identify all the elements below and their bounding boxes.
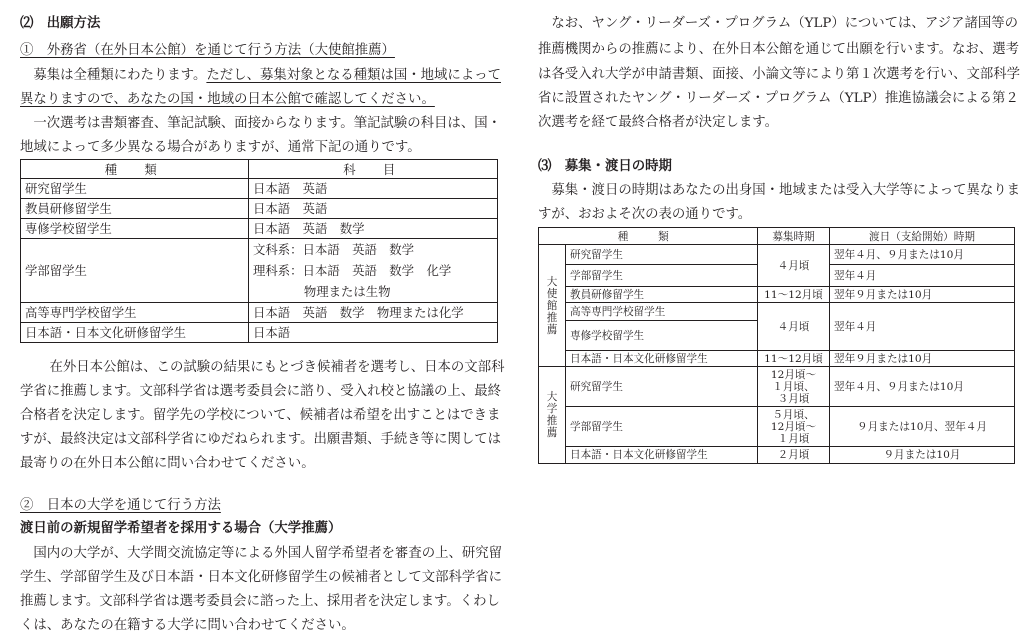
cell-subjects: 日本語: [249, 323, 498, 343]
paragraph-university-line-2: 学生、学部留学生及び日本語・日本文化研修留学生の候補者として文部科学省に: [20, 570, 503, 585]
table-header-row: [21, 160, 498, 179]
recruit-line: １月頃: [777, 432, 810, 445]
cell-recruit: ４月頃: [758, 245, 830, 287]
paragraph-university-line-1: 国内の大学が、大学間交流協定等による外国人留学希望者を審査の上、研究留: [33, 546, 503, 561]
subject-line-sciences-cont-text: 物理または生物: [303, 284, 391, 299]
cell-type: 日本語・日本文化研修留学生: [566, 351, 758, 367]
paragraph-embassy-line-5: 最寄りの在外日本公館に問い合わせてください。: [20, 456, 315, 471]
recruit-line: ３月頃: [777, 392, 810, 405]
table-row: [21, 323, 498, 343]
table-row: [21, 239, 498, 303]
table-row: [21, 219, 498, 239]
header-subjects: 科 目: [249, 160, 498, 179]
cell-arrival: 翌年９月または10月: [830, 287, 1015, 303]
cell-recruit: ４月頃: [758, 303, 830, 351]
paragraph-embassy-line-2: 学省に推薦します。文部科学省は選考委員会に諮り、受入れ校と協議の上、最終: [20, 384, 501, 399]
group-university: [539, 367, 566, 464]
paragraph-text: 募集は全種類にわたります。: [33, 68, 207, 83]
paragraph-timing-line-1: 募集・渡日の時期はあなたの出身国・地域または受入大学等によって異なりま: [551, 183, 1021, 198]
cell-arrival: 翌年４月: [830, 265, 1015, 287]
cell-type: 高等専門学校留学生: [566, 303, 758, 321]
recruit-line: ５月頃、: [772, 408, 815, 421]
section-heading-timing: ⑶ 募集・渡日の時期: [538, 159, 672, 174]
exam-subject-table: [20, 159, 498, 343]
cell-type: 高等専門学校留学生: [21, 303, 249, 323]
cell-arrival: ９月または10月: [830, 447, 1015, 464]
table-row: [539, 303, 1015, 321]
paragraph-recruitment-line-1: [20, 67, 504, 85]
table-row: [539, 245, 1015, 265]
paragraph-embassy-line-1: 在外日本公館は、この試験の結果にもとづき候補者を選考し、日本の文部科: [49, 360, 505, 375]
cell-type: 専修学校留学生: [21, 219, 249, 239]
paragraph-embassy-line-3: 合格者を決定します。留学先の学校について、候補者は希望を出すことはできま: [20, 408, 501, 423]
paragraph-screening-line-2: 地域によって多少異なる場合がありますが、通常下記の通りです。: [20, 140, 421, 155]
cell-arrival: 翌年４月、９月または10月: [830, 245, 1015, 265]
table-row: [539, 447, 1015, 464]
section-heading-application-method: ⑵ 出願方法: [20, 16, 101, 31]
header-type: 種 類: [21, 160, 249, 179]
cell-subjects: 日本語 英語: [249, 179, 498, 199]
cell-type: 日本語・日本文化研修留学生: [566, 447, 758, 464]
cell-recruit: 11〜12月頃: [758, 351, 830, 367]
cell-type: 学部留学生: [566, 265, 758, 287]
cell-arrival: 翌年９月または10月: [830, 351, 1015, 367]
cell-type: 日本語・日本文化研修留学生: [21, 323, 249, 343]
group-university-label: 大学推薦: [546, 391, 558, 439]
subheading-university-route: ② 日本の大学を通じて行う方法: [20, 498, 221, 513]
cell-type: 学部留学生: [21, 239, 249, 303]
table-header-row: [539, 228, 1015, 245]
table-row: [539, 351, 1015, 367]
header-type: 種 類: [539, 228, 758, 245]
table-row: [21, 199, 498, 219]
cell-type: 教員研修留学生: [566, 287, 758, 303]
cell-arrival: ９月または10月、翌年４月: [830, 407, 1015, 447]
paragraph-ylp-line-1: なお、ヤング・リーダーズ・プログラム（YLP）については、アジア諸国等の: [551, 16, 1019, 31]
cell-arrival: 翌年４月、９月または10月: [830, 367, 1015, 407]
cell-recruit: 11〜12月頃: [758, 287, 830, 303]
paragraph-recruitment-line-2: 異なりますので、あなたの国・地域の日本公館で確認してください。: [20, 92, 435, 107]
subject-line-sciences-cont: [253, 281, 493, 302]
table-row: [21, 179, 498, 199]
table-row: [539, 407, 1015, 447]
paragraph-screening-line-1: 一次選考は書類審査、筆記試験、面接からなります。筆記試験の科目は、国・: [33, 116, 501, 131]
cell-type: 研究留学生: [21, 179, 249, 199]
group-embassy-label: 大使館推薦: [546, 275, 558, 336]
paragraph-timing-line-2: すが、おおよそ次の表の通りです。: [538, 207, 752, 222]
subheading-university-recommendation: 渡日前の新規留学希望者を採用する場合（大学推薦）: [20, 521, 342, 536]
header-arrival: 渡日（支給開始）時期: [830, 228, 1015, 245]
cell-type: 学部留学生: [566, 407, 758, 447]
paragraph-ylp-line-3: は各受入れ大学が申請書類、面接、小論文等により第１次選考を行い、文部科学: [538, 67, 1021, 82]
cell-recruit: ２月頃: [758, 447, 830, 464]
subject-line-sciences: 理科系：日本語 英語 数学 化学: [253, 263, 452, 278]
timing-table: [538, 227, 1015, 464]
table-row: [539, 287, 1015, 303]
paragraph-ylp-line-4: 省に設置されたヤング・リーダーズ・プログラム（YLP）推進協議会による第２: [538, 91, 1019, 106]
cell-subjects: 日本語 英語 数学 物理または化学: [249, 303, 498, 323]
cell-recruit: [758, 407, 830, 447]
paragraph-university-line-4: くは、あなたの在籍する大学に問い合わせてください。: [20, 618, 355, 633]
cell-subjects: 日本語 英語 数学: [249, 219, 498, 239]
recruit-line: 12月頃〜: [770, 368, 817, 381]
subheading-embassy-recommendation: ① 外務省（在外日本公館）を通じて行う方法（大使館推薦）: [20, 43, 395, 58]
cell-type: 研究留学生: [566, 245, 758, 265]
paragraph-university-line-3: 推薦します。文部科学省は選考委員会に諮った上、採用者を決定します。くわし: [20, 594, 500, 609]
paragraph-ylp-line-2: 推薦機関からの推薦により、在外日本公館を通じて出願を行います。なお、選考: [538, 42, 1019, 57]
cell-type: 研究留学生: [566, 367, 758, 407]
group-embassy: [539, 245, 566, 367]
recruit-line: １月頃、: [772, 380, 815, 393]
subject-line-humanities: 文科系：日本語 英語 数学: [253, 242, 415, 257]
header-recruitment: 募集時期: [758, 228, 830, 245]
cell-type: 教員研修留学生: [21, 199, 249, 219]
table-row: [539, 367, 1015, 407]
paragraph-embassy-line-4: すが、最終決定は文部科学省にゆだねられます。出願書類、手続き等に関しては: [20, 432, 501, 447]
cell-subjects: 日本語 英語: [249, 199, 498, 219]
cell-subjects: [249, 239, 498, 303]
cell-type: 専修学校留学生: [566, 321, 758, 351]
paragraph-ylp-line-5: 次選考を経て最終合格者が決定します。: [538, 115, 778, 130]
cell-arrival: 翌年４月: [830, 303, 1015, 351]
table-row: [21, 303, 498, 323]
recruit-line: 12月頃〜: [770, 420, 817, 433]
cell-recruit: [758, 367, 830, 407]
underlined-text: ただし、募集対象となる種類は国・地域によって: [206, 68, 501, 83]
